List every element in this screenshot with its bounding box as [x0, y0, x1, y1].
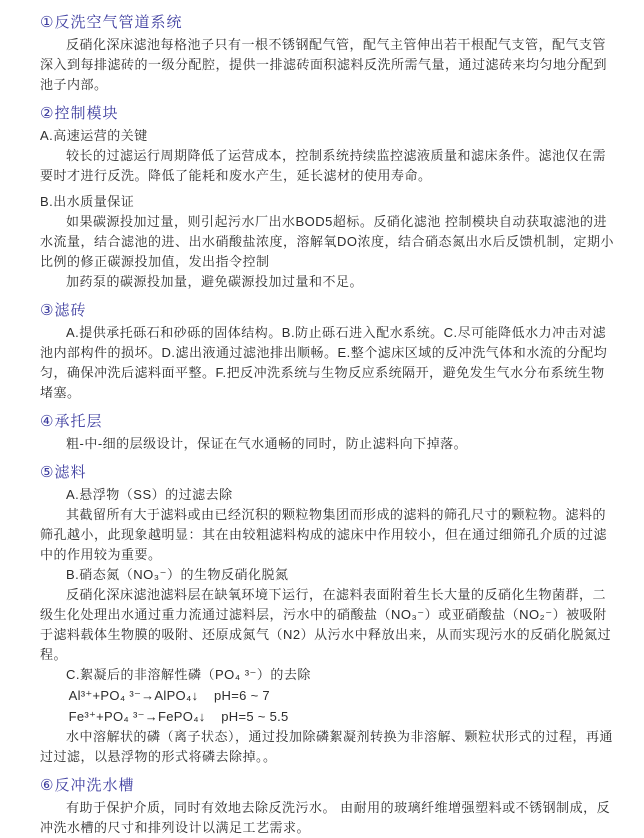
- section-filter-media: [40, 462, 618, 767]
- section-heading: ②控制模块: [40, 105, 119, 122]
- section-heading: ④承托层: [40, 413, 103, 430]
- section-heading: ⑤滤料: [40, 464, 87, 481]
- sub-label: B.硝态氮（NO₃⁻）的生物反硝化脱氮: [66, 567, 289, 582]
- paragraph: 粗-中-细的层级设计，保证在气水通畅的同时，防止滤料向下掉落。: [66, 436, 468, 451]
- section-control-module: [40, 103, 618, 292]
- paragraph: 有助于保护介质，同时有效地去除反洗污水。 由耐用的玻璃纤维增强塑料或不锈钢制成，反冲洗水槽的尺寸和排列设计以满足工艺需求。: [40, 800, 611, 835]
- section-heading: ⑥反冲洗水槽: [40, 777, 135, 794]
- section-backwash-trough: [40, 775, 618, 838]
- sub-label: A.高速运营的关键: [40, 128, 148, 143]
- section-heading: ③滤砖: [40, 302, 87, 319]
- paragraph: 反硝化深床滤池每格池子只有一根不锈钢配气管，配气主管伸出若干根配气支管，配气支管深入到每排滤砖的一级分配腔，提供一排滤砖面积滤料反洗所需气量，通过滤砖来均匀地分配到池子内部。: [40, 37, 608, 92]
- section-heading: ①反洗空气管道系统: [40, 14, 183, 31]
- section-support-layer: [40, 411, 618, 454]
- section-filter-brick: [40, 300, 618, 403]
- sub-label: C.絮凝后的非溶解性磷（PO₄ ³⁻）的去除: [66, 667, 311, 682]
- paragraph: 反硝化深床滤池滤料层在缺氧环境下运行，在滤料表面附着生长大量的反硝化生物菌群，二级生化处理出水通过重力流通过滤料层，污水中的硝酸盐（NO₃⁻）或亚硝酸盐（NO₂⁻）被吸附于滤料载体生物膜的吸附、还原成氮气（N2）从污水中释放出来，从而实现污水的反硝化脱氮过程。: [40, 587, 612, 662]
- paragraph: 加药泵的碳源投加量，避免碳源投加过量和不足。: [66, 274, 364, 289]
- paragraph: 其截留所有大于滤料或由已经沉积的颗粒物集团而形成的滤料的筛孔尺寸的颗粒物。滤料的筛孔越小，此现象越明显：其在由较粗滤料构成的滤床中作用较小，但在通过细筛孔介质的过滤中的作用较为重要。: [40, 507, 608, 562]
- paragraph: 水中溶解状的磷（离子状态），通过投加除磷絮凝剂转换为非溶解、颗粒状形式的过程，再通过过滤，以悬浮物的形式将磷去除掉。。: [40, 729, 614, 764]
- paragraph: 较长的过滤运行周期降低了运营成本，控制系统持续监控滤液质量和滤床条件。滤池仅在需要时才进行反洗。降低了能耗和废水产生，延长滤材的使用寿命。: [40, 148, 607, 183]
- chemical-formula: Fe³⁺+PO₄ ³⁻→FePO₄↓ pH=5 ~ 5.5: [68, 709, 289, 724]
- sub-label: A.悬浮物（SS）的过滤去除: [66, 487, 233, 502]
- paragraph: A.提供承托砾石和砂砾的固体结构。B.防止砾石进入配水系统。C.尽可能降低水力冲击对滤池内部构件的损坏。D.滤出液通过滤池排出顺畅。E.整个滤床区域的反冲洗气体和水流的分配均匀，确保冲洗后滤料面平整。F.把反冲洗系统与生物反应系统隔开，避免发生气水分布系统生物堵塞。: [40, 325, 608, 400]
- paragraph: 如果碳源投加过量，则引起污水厂出水BOD5超标。反硝化滤池 控制模块自动获取滤池的进水流量，结合滤池的进、出水硝酸盐浓度，溶解氧DO浓度，结合硝态氮出水后反馈机制，定期小比例的修正碳源投加值，发出指令控制: [40, 214, 615, 269]
- sub-label: B.出水质量保证: [40, 194, 135, 209]
- chemical-formula: Al³⁺+PO₄ ³⁻→AlPO₄↓ pH=6 ~ 7: [68, 688, 270, 703]
- section-backwash-air-pipe-system: [40, 12, 618, 95]
